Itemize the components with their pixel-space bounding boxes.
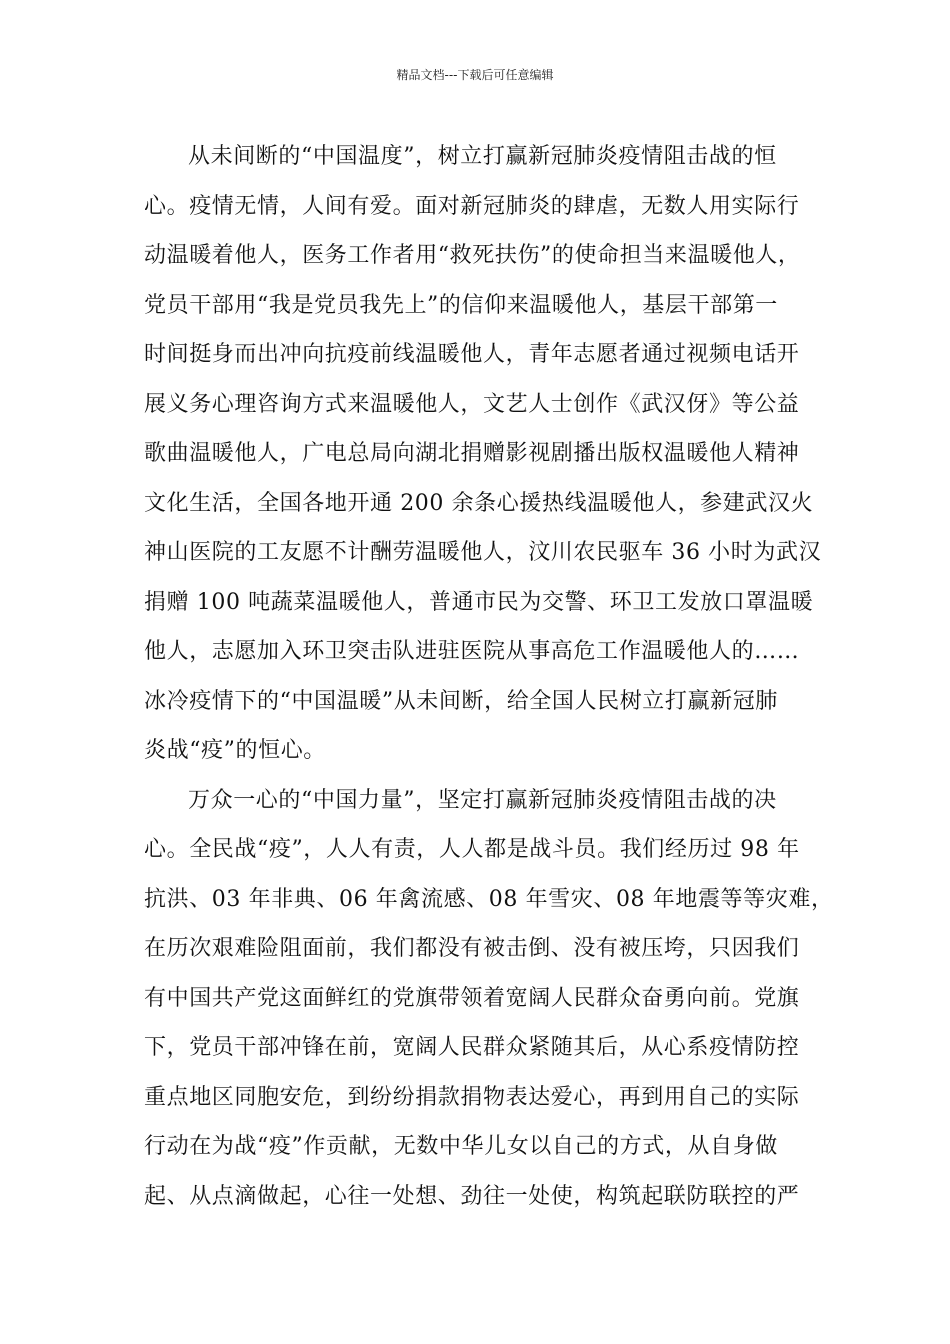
- text-line: 时间挺身而出冲向抗疫前线温暖他人，青年志愿者通过视频电话开: [144, 342, 800, 367]
- text-line: 从未间断的“中国温度”，树立打赢新冠肺炎疫情阻击战的恒: [188, 144, 777, 169]
- text-line: 他人，志愿加入环卫突击队进驻医院从事高危工作温暖他人的……: [144, 639, 800, 664]
- text-line: 冰冷疫情下的“中国温暖”从未间断，给全国人民树立打赢新冠肺: [144, 688, 778, 714]
- paragraph: [144, 776, 834, 1222]
- text-line: 抗洪、03 年非典、06 年禽流感、08 年雪灾、08 年地震等等灾难，: [144, 886, 834, 912]
- text-line: 下，党员干部冲锋在前，宽阔人民群众紧随其后，从心系疫情防控: [144, 1035, 800, 1060]
- text-line: 万众一心的“中国力量”，坚定打赢新冠肺炎疫情阻击战的决: [188, 787, 777, 813]
- text-line: 炎战“疫”的恒心。: [144, 738, 326, 763]
- text-line: 动温暖着他人，医务工作者用“救死扶伤”的使命担当来温暖他人，: [144, 243, 801, 268]
- text-line: 心。全民战“疫”，人人有责，人人都是战斗员。我们经历过 98 年: [144, 837, 800, 862]
- text-line: 捐赠 100 吨蔬菜温暖他人，普通市民为交警、环卫工发放口罩温暖: [144, 589, 814, 615]
- paragraph: [144, 132, 822, 776]
- text-line: 重点地区同胞安危，到纷纷捐款捐物表达爱心，再到用自己的实际: [144, 1084, 800, 1110]
- text-line: 党员干部用“我是党员我先上”的信仰来温暖他人，基层干部第一: [144, 292, 778, 318]
- page-header: 精品文档---下载后可任意编辑: [396, 68, 554, 82]
- text-line: 神山医院的工友愿不计酬劳温暖他人，汶川农民驱车 36 小时为武汉: [144, 540, 822, 565]
- text-line: 有中国共产党这面鲜红的党旗带领着宽阔人民群众奋勇向前。党旗: [144, 985, 800, 1011]
- text-line: 行动在为战“疫”作贡献，无数中华儿女以自己的方式，从自身做: [144, 1134, 778, 1159]
- document-body: [144, 132, 834, 1221]
- text-line: 心。疫情无情，人间有爱。面对新冠肺炎的肆虐，无数人用实际行: [144, 193, 800, 219]
- text-line: 歌曲温暖他人，广电总局向湖北捐赠影视剧播出版权温暖他人精神: [144, 441, 800, 466]
- text-line: 在历次艰难险阻面前，我们都没有被击倒、没有被压垮，只因我们: [144, 936, 800, 961]
- text-line: 文化生活，全国各地开通 200 余条心援热线温暖他人，参建武汉火: [144, 490, 814, 516]
- text-line: 起、从点滴做起，心往一处想、劲往一处使，构筑起联防联控的严: [144, 1183, 800, 1209]
- text-line: 展义务心理咨询方式来温暖他人，文艺人士创作《武汉伢》等公益: [144, 391, 800, 417]
